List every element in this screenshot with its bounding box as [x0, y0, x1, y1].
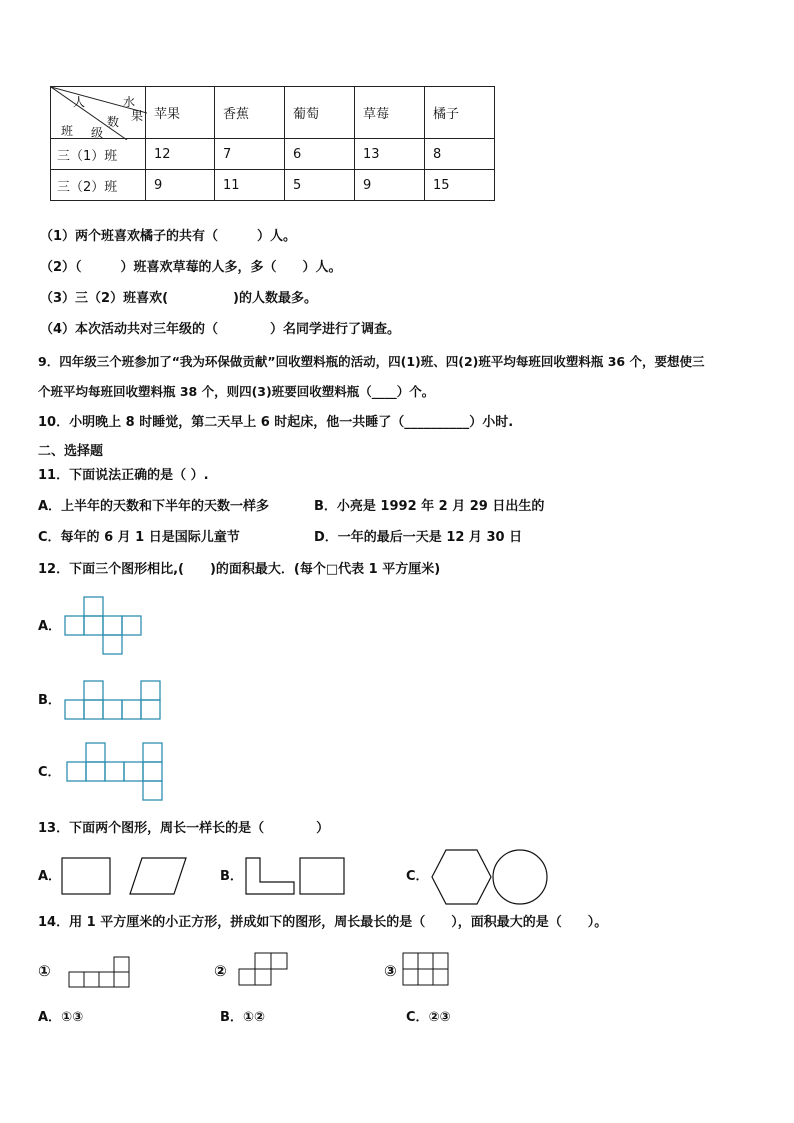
q12-option-c: C．: [38, 765, 61, 780]
q13-stem: 13．下面两个图形，周长一样长的是（ ）: [38, 821, 330, 836]
q13-figure-b: [244, 856, 348, 898]
q13-option-a: A．: [38, 869, 62, 884]
table-cell: 6: [285, 139, 355, 170]
table-cell: 5: [285, 170, 355, 201]
table-cell: 9: [146, 170, 215, 201]
table-cell: 12: [146, 139, 215, 170]
q14-figure-2: [238, 952, 290, 986]
corner-ban: 班: [61, 124, 74, 138]
q8-sub2: （2）（ ）班喜欢草莓的人多，多（ ）人。: [40, 260, 342, 275]
q13-figure-c: [430, 848, 552, 908]
q14-figure2-label: ②: [214, 962, 227, 980]
corner-shui: 水: [123, 95, 136, 109]
corner-shu: 数: [107, 115, 120, 129]
q14-option-a: A．①③: [38, 1010, 84, 1025]
q13-option-b: B．: [220, 869, 243, 884]
q11-option-c: C．每年的 6 月 1 日是国际儿童节: [38, 530, 240, 545]
q9-line1: 9．四年级三个班参加了“我为环保做贡献”回收塑料瓶的活动，四(1)班、四(2)班平均每班回收塑料瓶 36 个，要想使三: [38, 354, 705, 369]
corner-ren: 人: [73, 95, 86, 109]
header-grape: 葡萄: [285, 87, 355, 139]
table-row: [51, 139, 495, 170]
q11-option-a: A．上半年的天数和下半年的天数一样多: [38, 499, 270, 514]
q14-figure-1: [68, 956, 132, 988]
table-cell: 9: [355, 170, 425, 201]
q12-figure-b: [64, 680, 164, 722]
row-label: 三（2）班: [51, 170, 146, 201]
q8-sub3: （3）三（2）班喜欢( )的人数最多。: [40, 291, 317, 306]
table-cell: 7: [215, 139, 285, 170]
q13-option-c: C．: [406, 869, 429, 884]
section-title: 二、选择题: [38, 444, 104, 459]
q10: 10．小明晚上 8 时睡觉，第二天早上 6 时起床，他一共睡了（__________）小时.: [38, 415, 514, 430]
header-banana: 香蕉: [215, 87, 285, 139]
q14-figure3-label: ③: [384, 962, 397, 980]
q12-figure-c: [66, 742, 166, 802]
header-strawberry: 草莓: [355, 87, 425, 139]
table-corner-cell: [51, 87, 146, 139]
q14-figure-3: [402, 952, 452, 988]
q9-line2: 个班平均每班回收塑料瓶 38 个，则四(3)班要回收塑料瓶（____）个。: [38, 384, 435, 399]
q12-option-a: A．: [38, 619, 62, 634]
q14-option-b: B．①②: [220, 1010, 265, 1025]
fruit-survey-table: [50, 86, 495, 201]
table-cell: 11: [215, 170, 285, 201]
table-cell: 15: [425, 170, 495, 201]
table-cell: 13: [355, 139, 425, 170]
q11-option-b: B．小亮是 1992 年 2 月 29 日出生的: [314, 499, 545, 514]
header-orange: 橘子: [425, 87, 495, 139]
q14-option-c: C．②③: [406, 1010, 451, 1025]
q8-sub4: （4）本次活动共对三年级的（ ）名同学进行了调查。: [40, 322, 401, 337]
q11-option-d: D．一年的最后一天是 12 月 30 日: [314, 530, 523, 545]
table-row: [51, 170, 495, 201]
q14-stem: 14．用 1 平方厘米的小正方形，拼成如下的图形，周长最长的是（ ），面积最大的是（ ）。: [38, 915, 608, 930]
table-cell: 8: [425, 139, 495, 170]
row-label: 三（1）班: [51, 139, 146, 170]
corner-ji: 级: [91, 126, 104, 140]
q14-figure1-label: ①: [38, 962, 51, 980]
q12-option-b: B．: [38, 693, 61, 708]
table-header-row: [51, 87, 495, 139]
q11-stem: 11．下面说法正确的是（ ）.: [38, 468, 209, 483]
header-apple: 苹果: [146, 87, 215, 139]
q12-stem: 12．下面三个图形相比,( )的面积最大．(每个□代表 1 平方厘米): [38, 562, 441, 577]
q12-figure-a: [64, 596, 144, 656]
corner-guo: 果: [131, 109, 144, 123]
q8-sub1: （1）两个班喜欢橘子的共有（ ）人。: [40, 229, 297, 244]
q13-figure-a: [60, 856, 188, 898]
